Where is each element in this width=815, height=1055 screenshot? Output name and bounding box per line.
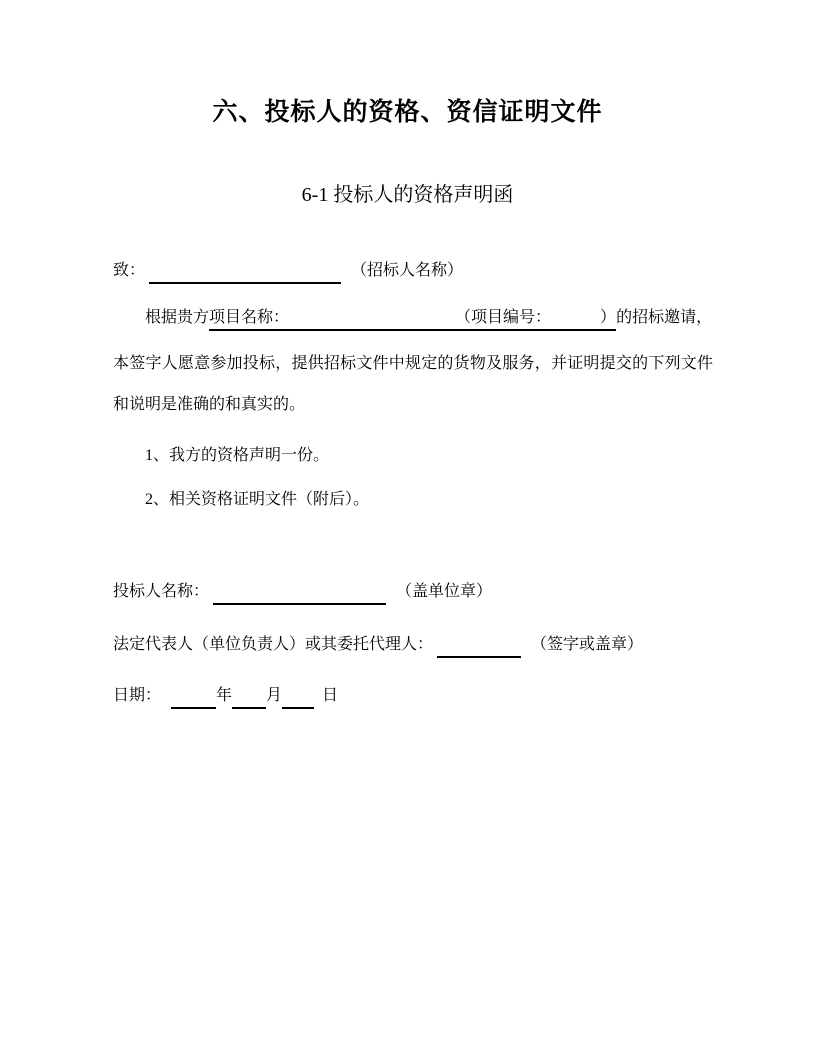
paragraph-line-1 [113, 307, 712, 331]
blank-rep-signature[interactable] [437, 634, 521, 658]
day-label: 日 [322, 687, 339, 704]
project-no-label: （项目编号： [455, 309, 552, 326]
date-label: 日期： [113, 687, 162, 704]
list-item-1: 1、我方的资格声明一份。 [145, 447, 330, 464]
blank-month[interactable] [232, 685, 266, 709]
paragraph-line-2: 本签字人愿意参加投标，提供招标文件中规定的货物及服务，并证明提交的下列文件 [113, 355, 713, 372]
paragraph-line-3: 和说明是准确的和真实的。 [113, 396, 306, 413]
para1-suffix: 的招标邀请， [616, 309, 713, 326]
seal-hint: （盖单位章） [396, 583, 493, 600]
to-label: 致： [113, 262, 146, 279]
recipient-name-hint: （招标人名称） [351, 262, 464, 279]
close-paren: ） [600, 309, 617, 326]
page-title: 六、投标人的资格、资信证明文件 [212, 99, 603, 126]
month-label: 月 [266, 687, 283, 704]
year-label: 年 [216, 687, 233, 704]
list-item-2: 2、相关资格证明文件（附后）。 [145, 491, 370, 508]
project-name-label: 项目名称： [209, 309, 290, 326]
to-line [113, 260, 463, 284]
para1-prefix: 根据贵方 [145, 309, 210, 326]
legal-rep-line [113, 634, 643, 658]
blank-day[interactable] [282, 685, 314, 709]
page-subtitle: 6-1 投标人的资格声明函 [301, 184, 514, 206]
bidder-name-line [113, 581, 492, 605]
sign-or-seal-hint: （签字或盖章） [531, 636, 644, 653]
blank-year[interactable] [171, 685, 216, 709]
blank-bidder-name[interactable] [213, 581, 386, 605]
legal-rep-label: 法定代表人（单位负责人）或其委托代理人： [113, 636, 434, 653]
blank-recipient-name[interactable] [149, 260, 341, 284]
bidder-name-label: 投标人名称： [113, 583, 210, 600]
project-fields-underline-group [209, 307, 616, 331]
date-line [113, 685, 338, 709]
